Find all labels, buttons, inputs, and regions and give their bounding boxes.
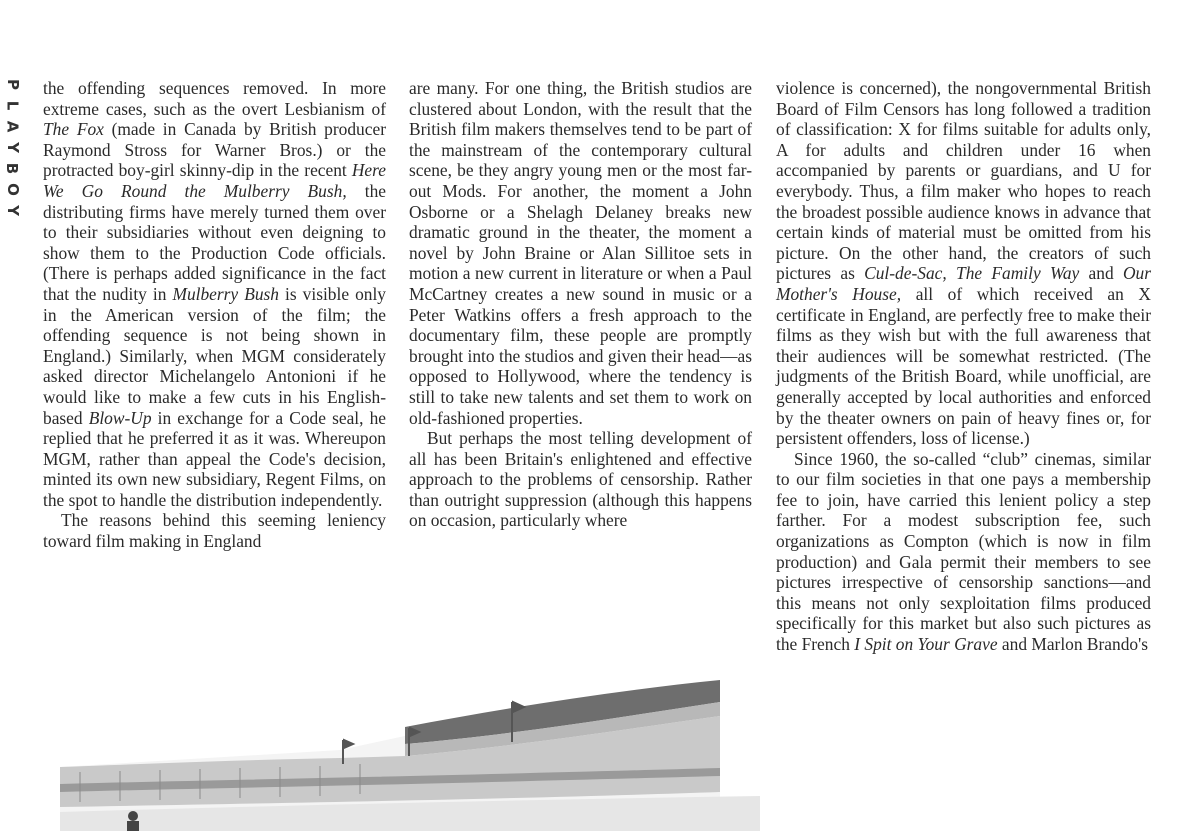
paragraph: The reasons behind this seeming leniency toward film making in England — [43, 510, 386, 552]
italic-title: Our Mother's House, — [776, 263, 1151, 304]
side-label-letter: L — [3, 100, 22, 111]
text-column-3 — [776, 78, 1151, 655]
paragraph: the offending sequences removed. In more extreme cases, such as the overt Lesbianism of The Fox (made in Canada by British producer Raymond Stross for Warner Bros.) or the protracted boy-girl skinny-dip in the recent Here We Go Round the Mulberry Bush, the distributing firms have merely turned them over to their subsidiaries without even deigning to show them to the Production Code officials. (There is perhaps added significance in the fact that the nudity in Mulberry Bush is visible only in the American version of the film; the offending sequence is not being shown in England.) Similarly, when MGM considerately asked director Michelangelo Antonioni if he would like to make a few cuts in his English-based Blow-Up in exchange for a Code seal, he replied that he preferred it as it was. Whereupon MGM, rather than appeal the Code's decision, minted its own new subsidiary, Regent Films, on the spot to handle the distribution independently. — [43, 78, 387, 510]
text-column-2 — [409, 78, 752, 531]
paragraph: are many. For one thing, the British studios are clustered about London, with the result that the British film makers themselves tend to be part of the mainstream of the contemporary cultural scene, be they angry young men or the most far-out Mods. For another, the moment a John Osborne or a Shelagh Delaney breaks new dramatic ground in the theater, the moment a novel by John Braine or Alan Sillitoe sets in motion a new current in literature or when a Paul McCartney creates a new sound in music or a Peter Watkins offers a fresh approach to the documentary film, these people are promptly brought into the studios and given their head—as opposed to Hollywood, where the tendency is still to take new talents and set them to work on old-fashioned properties. — [409, 78, 752, 428]
side-label-letter: A — [3, 120, 22, 133]
paragraph: violence is concerned), the nongovernmental British Board of Film Censors has long followed a tradition of classification: X for films suitable for adults only, A for adults and children under 16 when accompanied by parents or guardians, and U for everybody. Thus, a film maker who hopes to reach the broadest possible audience knows in advance that certain kinds of material must be omitted from his picture. On the other hand, the creators of such pictures as Cul-de-Sac, The Family Way and Our Mother's House, all of which received an X certificate in England, are perfectly free to make their films as they wish but with the full awareness that their audiences will be somewhat restricted. (The judgments of the British Board, while unofficial, are generally accepted by local authorities and enforced by the theater owners on pain of heavy fines or, for persistent offenders, loss of license.) — [776, 78, 1151, 449]
italic-title: Mulberry Bush — [172, 283, 279, 304]
side-label-letter: B — [3, 162, 22, 175]
magazine-side-label — [2, 74, 22, 221]
side-label-letter: Y — [3, 142, 22, 153]
paragraph: Since 1960, the so-called “club” cinemas, similar to our film societies in that one pays a membership fee to join, have carried this lenient policy a step farther. For a modest subscription fee, such organizations as Compton (which is now in film production) and Gala permit their members to see pictures irrespective of censorship sanctions—and this means not only sexploitation films produced specifically for this market but also such pictures as the French I Spit on Your Grave and Marlon Brando's — [776, 448, 1151, 655]
italic-title: Cul-de-Sac, The Family Way — [864, 263, 1080, 284]
side-label-letter: P — [3, 79, 22, 90]
italic-title: Here We Go Round the Mulberry Bush, — [43, 160, 386, 201]
paragraph: But perhaps the most telling development of all has been Britain's enlightened and effective approach to the problems of censorship. Rather than outright suppression (although this happens on occasion, particularly where — [409, 428, 752, 531]
side-label-letter: Y — [3, 205, 22, 216]
italic-title: The Fox — [43, 119, 104, 140]
italic-title: I Spit on Your Grave — [854, 634, 998, 655]
stadium-illustration — [60, 672, 760, 831]
side-label-letter: O — [3, 183, 22, 196]
text-column-1 — [43, 78, 386, 552]
italic-title: Blow-Up — [88, 407, 152, 428]
